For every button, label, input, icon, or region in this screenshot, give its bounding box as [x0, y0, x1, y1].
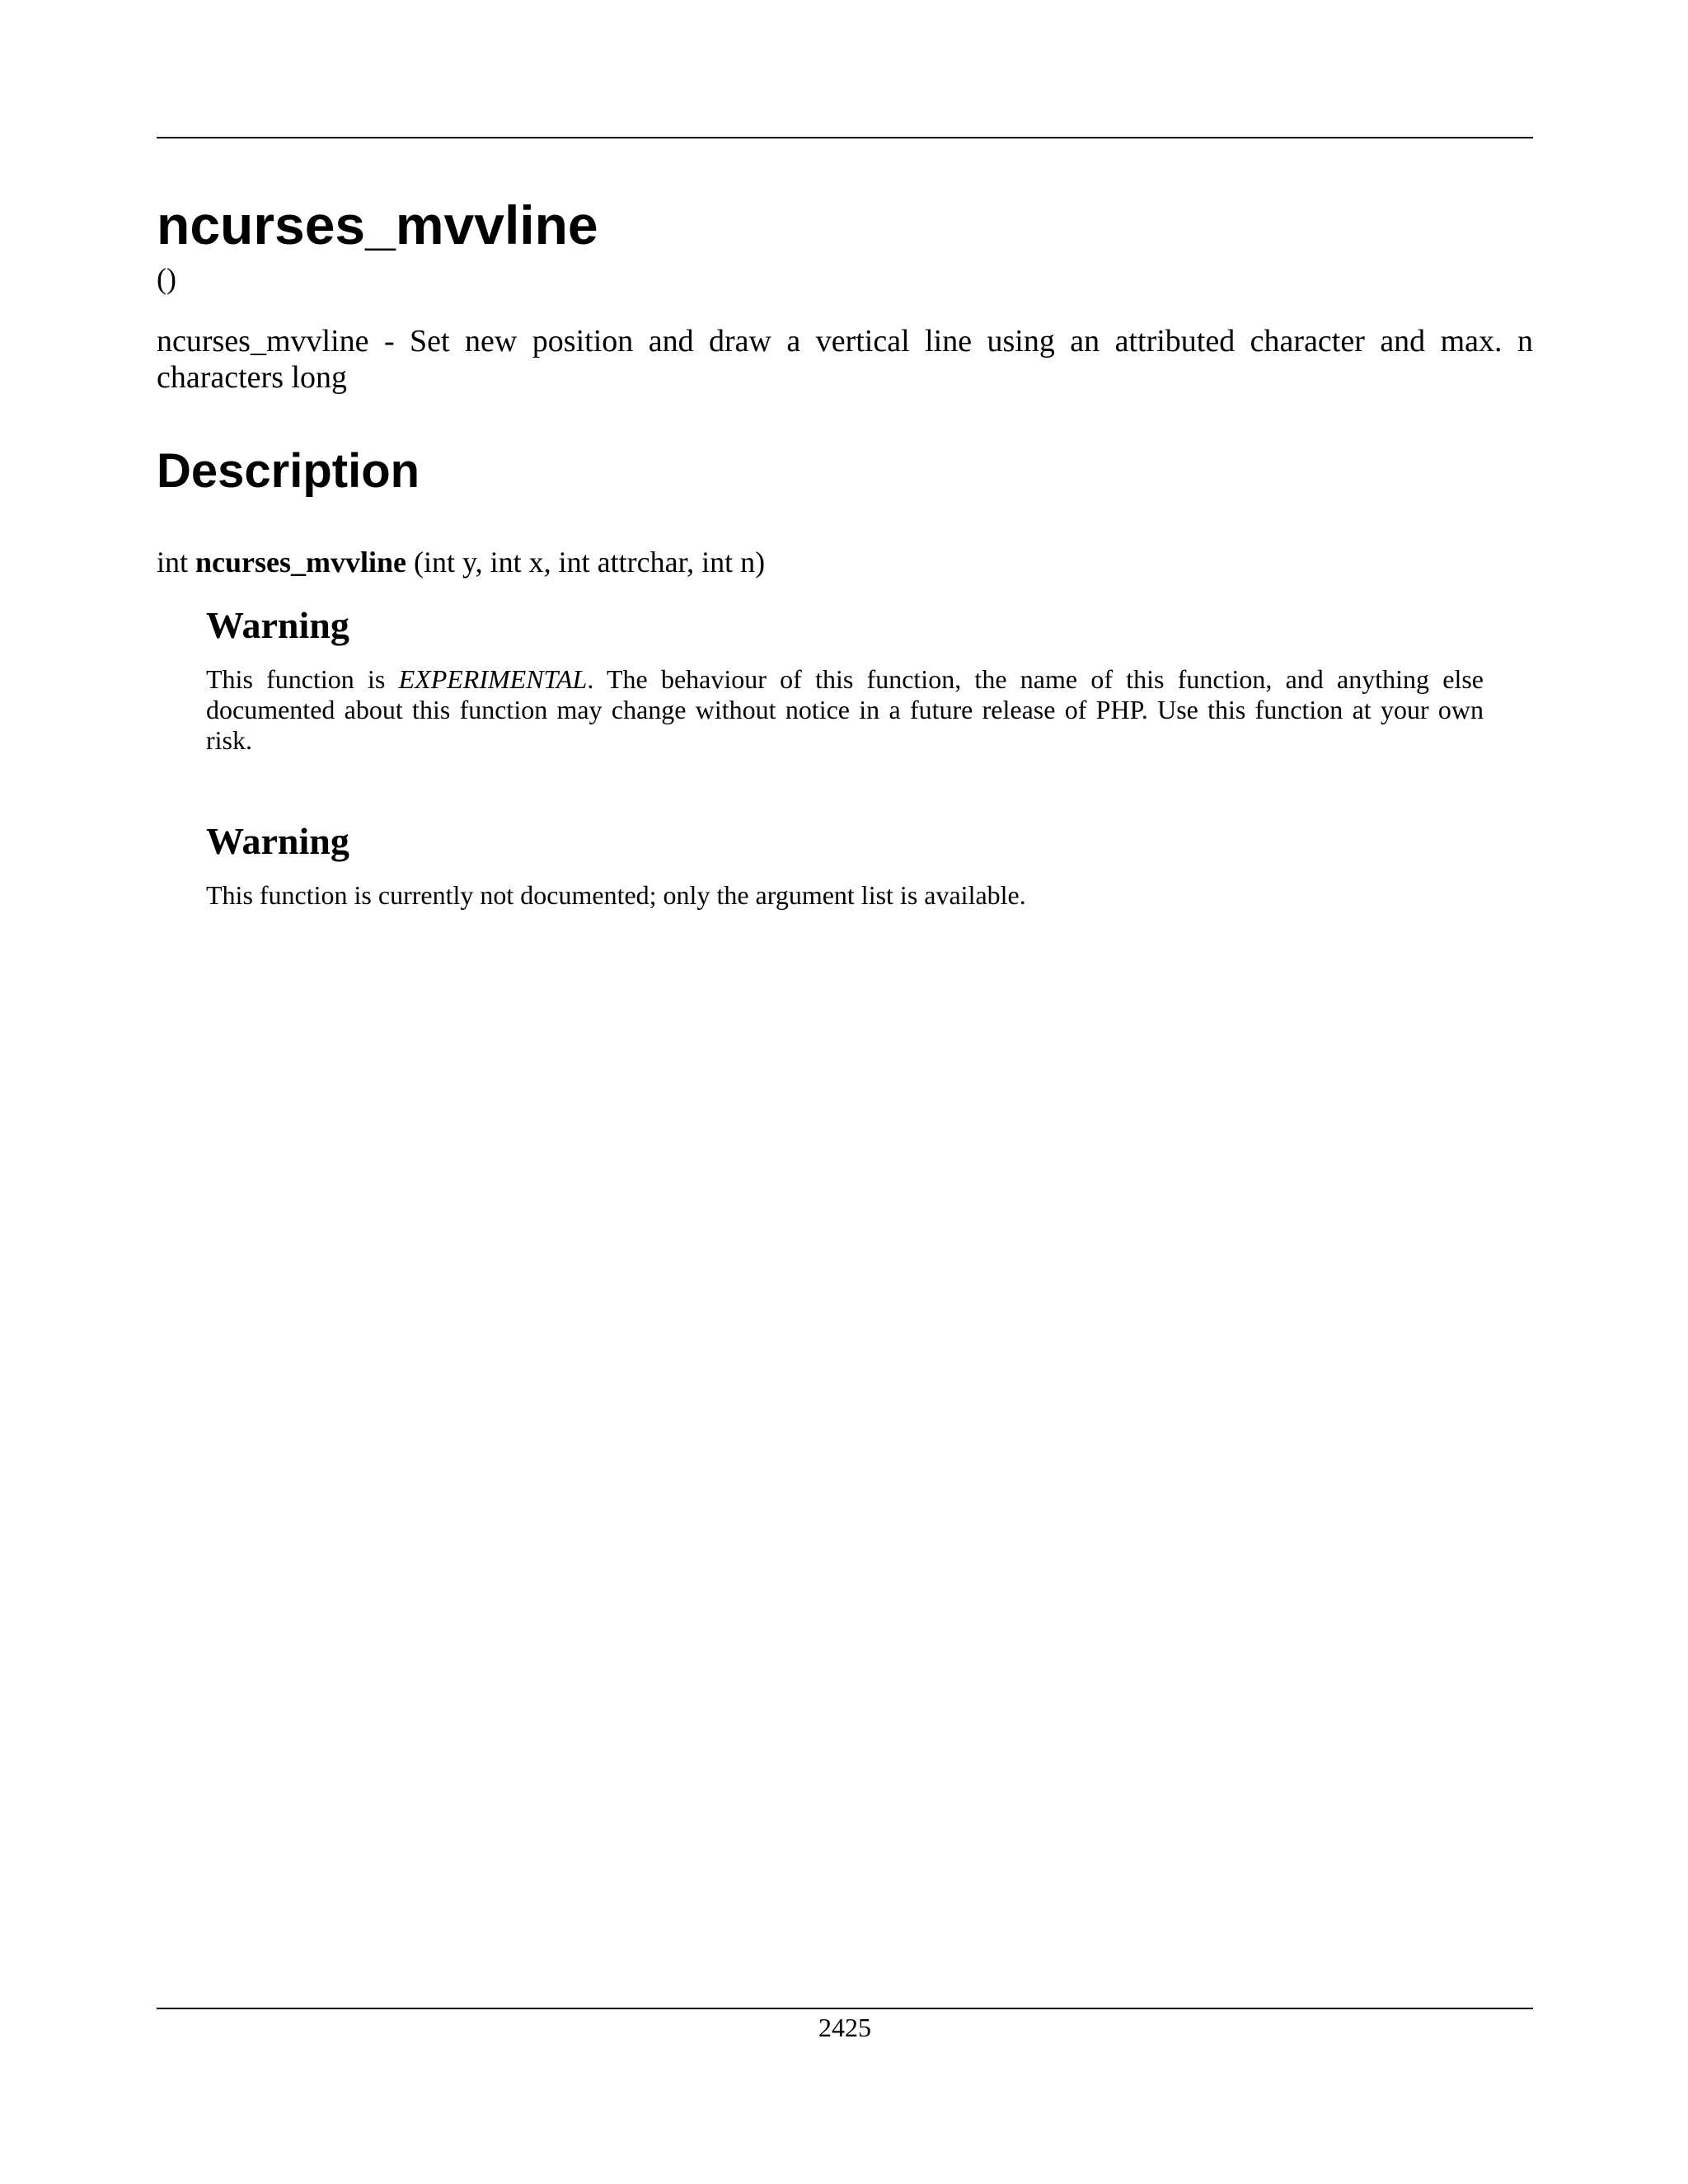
function-synopsis: [157, 544, 765, 580]
description-heading: Description: [157, 444, 420, 498]
page-number: 2425: [818, 2013, 871, 2042]
experimental-emphasis: EXPERIMENTAL: [398, 664, 588, 694]
function-parens: (): [157, 262, 176, 295]
warning-text: This function is currently not documented; only the argument list is available.: [206, 880, 1026, 910]
function-arguments: (int y, int x, int attrchar, int n): [414, 546, 766, 579]
warning-heading: Warning: [206, 820, 349, 862]
header-rule: [157, 137, 1533, 138]
warning-text-start: This function is: [206, 664, 399, 694]
warning-text: [206, 664, 1484, 756]
return-type: int: [157, 546, 189, 579]
warning-text-end: . The behaviour of this function, the name of this function, and anything else documented about this function may change without notice in a future release of PHP. Use this function at your own risk.: [206, 664, 1484, 755]
function-purpose: ncurses_mvvline - Set new position and draw a vertical line using an attributed character and max. n characters long: [157, 324, 1533, 395]
warning-heading: Warning: [206, 604, 349, 646]
footer-rule: [157, 2008, 1533, 2009]
function-name: ncurses_mvvline: [195, 546, 407, 579]
undocumented-warning: [206, 816, 1484, 911]
experimental-warning: [206, 600, 1484, 756]
page-title: ncurses_mvvline: [157, 194, 598, 255]
